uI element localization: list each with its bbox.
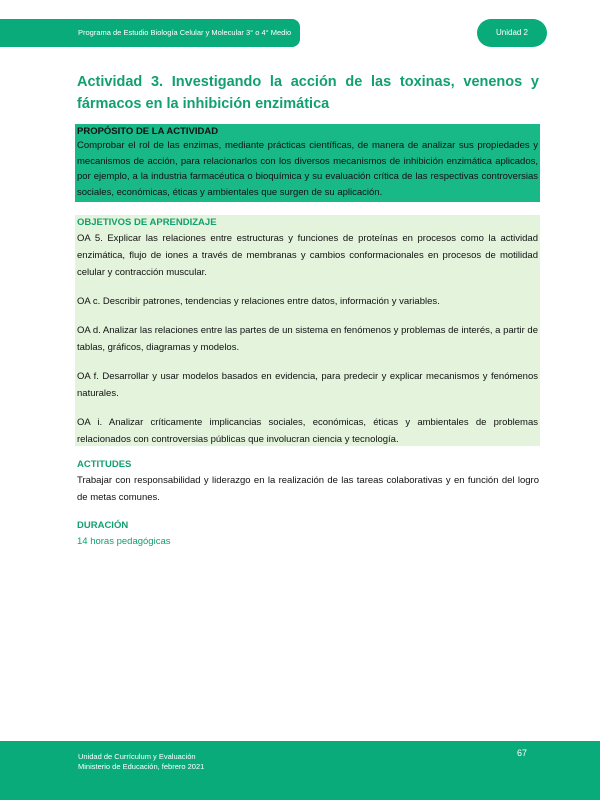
objective-item-oa-i: OA i. Analizar críticamente implicancias sociales, económicas, éticas y ambientales de problemas relacionados con controversias públicas que involucran ciencia y tecnología. [77,417,538,445]
page-number: 67 [517,748,528,758]
header-program-bar [0,19,300,47]
unit-label: Unidad 2 [495,28,529,37]
objective-item-oa5: OA 5. Explicar las relaciones entre estructuras y funciones de proteínas en procesos como la actividad enzimática, flujo de iones a través de membranas y cambios conformacionales en procesos de motilidad celular y contracción muscular. [77,233,538,278]
attitudes-section [77,458,539,506]
attitudes-text: Trabajar con responsabilidad y liderazgo en la realización de las tareas colaborativas y en función del logro de metas comunes. [77,475,539,503]
attitudes-heading: ACTITUDES [77,459,132,470]
purpose-section [75,124,540,202]
objectives-heading: OBJETIVOS DE APRENDIZAJE [77,217,217,228]
footer-unit-line: Unidad de Currículum y Evaluación [78,752,196,761]
objectives-section [75,215,540,446]
objective-item-oa-f: OA f. Desarrollar y usar modelos basados en evidencia, para predecir y explicar mecanismos y fenómenos naturales. [77,371,538,399]
duration-section [77,519,539,550]
activity-title: Actividad 3. Investigando la acción de las toxinas, venenos y fármacos en la inhibición enzimática [77,74,539,112]
duration-heading: DURACIÓN [77,520,129,531]
footer-bar [0,741,600,800]
header-program-title: Programa de Estudio Biología Celular y Molecular 3° o 4° Medio [78,28,292,37]
unit-badge [477,19,547,47]
purpose-heading: PROPÓSITO DE LA ACTIVIDAD [77,126,219,137]
duration-text: 14 horas pedagógicas [77,536,171,547]
purpose-text: Comprobar el rol de las enzimas, mediante prácticas científicas, de manera de analizar sus propiedades y mecanismos de acción, para relacionarlos con los diversos mecanismos de inhibición enzimática aplicados, por ejemplo, a la industria farmacéutica o bioquímica y su evaluación crítica de las respectivas controversias sociales, económicas, éticas y ambientales que surgen de su aplicación. [77,140,538,198]
objective-item-oa-c: OA c. Describir patrones, tendencias y relaciones entre datos, información y variables. [77,296,440,307]
footer-ministry-line: Ministerio de Educación, febrero 2021 [78,762,205,771]
objective-item-oa-d: OA d. Analizar las relaciones entre las partes de un sistema en fenómenos y problemas de interés, a partir de tablas, gráficos, diagramas y modelos. [77,325,538,353]
